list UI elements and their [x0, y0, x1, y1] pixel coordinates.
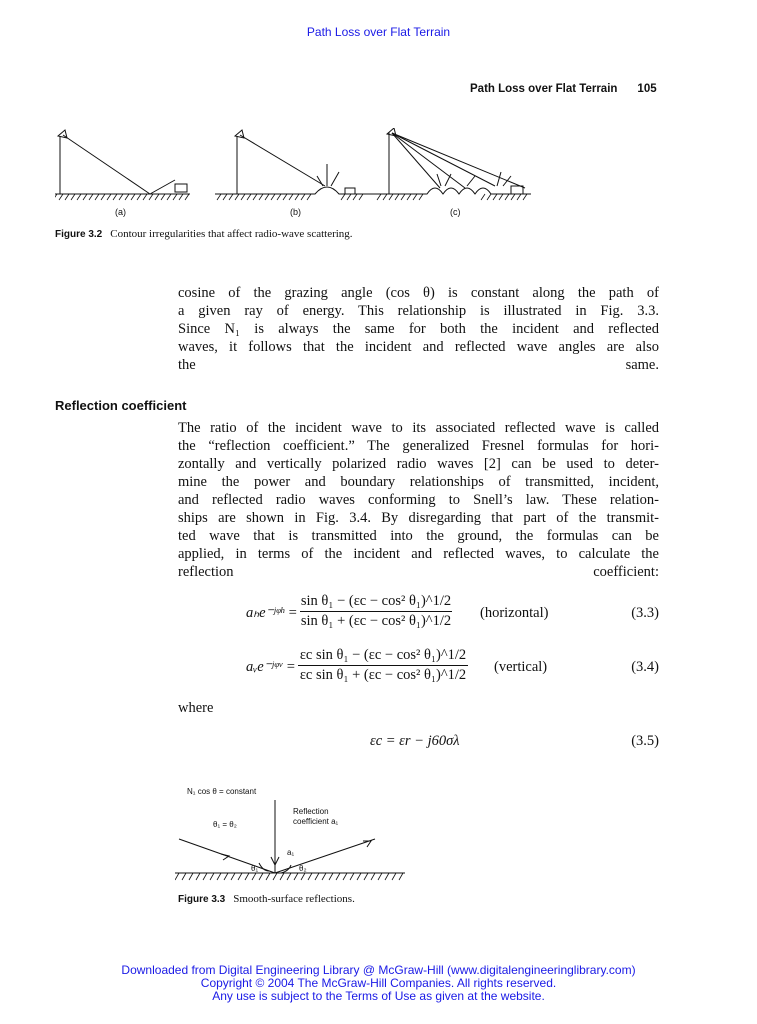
footer-link[interactable]: Downloaded from Digital Engineering Library @ McGraw-Hill (www.digitalengineeringlibrary.com) [121, 963, 636, 977]
paragraph-2-line: mine the power and boundary relationships of transmitted, incident, [178, 474, 659, 490]
rough-surface-c [377, 188, 531, 194]
paragraph-2 [178, 419, 659, 581]
equation-3-3 [0, 593, 757, 635]
eq33-label: (horizontal) [480, 605, 549, 621]
eq33-fraction-bar [300, 611, 452, 612]
figure-3-3-caption [178, 893, 355, 905]
eq34-number: (3.4) [631, 659, 659, 675]
eq34-label: (vertical) [494, 659, 548, 675]
eq34-fraction-bar [298, 665, 468, 666]
paragraph-1-line: cosine of the grazing angle (cos θ) is constant along the path of [178, 285, 659, 301]
panel-label-c: (c) [450, 207, 461, 217]
footer-copyright: Copyright © 2004 The McGraw-Hill Companies. All rights reserved. [200, 976, 557, 990]
page-number: 105 [637, 83, 657, 95]
paragraph-2-line: the “reflection coefficient.” The generalized Fresnel formulas for hori- [178, 438, 659, 454]
section-heading: Reflection coefficient [55, 398, 187, 413]
figure-3-2-caption [55, 228, 353, 240]
fig33-a1: a₁ [287, 848, 295, 857]
paragraph-1-line: waves, it follows that the incident and reflected wave angles are also [178, 339, 659, 355]
figure-3-3-caption-text: Smooth-surface reflections. [233, 893, 355, 905]
eq33-lhs: aₕe⁻ʲᵠʰ = [246, 605, 298, 621]
ground-hatch-b [217, 194, 363, 200]
running-head [470, 83, 657, 95]
bump-b [215, 187, 389, 194]
paragraph-1-line: Since N₁ is always the same for both the incident and reflected [178, 321, 659, 337]
incident-ray-a [63, 135, 150, 194]
eq34-lhs: aᵥe⁻ʲᵠᵛ = [246, 659, 296, 675]
vehicle-c [511, 186, 523, 194]
ground-hatch-c [377, 194, 527, 200]
reflected-ray-a [150, 180, 175, 194]
running-head-title: Path Loss over Flat Terrain [470, 83, 618, 95]
eq34-fraction [298, 647, 468, 684]
figure-3-2-diagram [55, 128, 545, 220]
paragraph-1 [178, 284, 659, 374]
eq35-number: (3.5) [631, 733, 659, 749]
paragraph-2-line: reflection coefficient: [178, 564, 659, 580]
panel-label-a: (a) [115, 207, 126, 217]
eq33-numerator: sin θ₁ − (εc − cos² θ₁)^1/2 [300, 593, 452, 609]
paragraph-2-line: The ratio of the incident wave to its associated reflected wave is called [178, 420, 659, 436]
fig33-coefficient-text: coefficient a₁ [293, 817, 339, 826]
paragraph-2-line: applied, in terms of the incident and reflected waves, to calculate the [178, 546, 659, 562]
top-link[interactable]: Path Loss over Flat Terrain [306, 25, 451, 39]
eq34-numerator: εc sin θ₁ − (εc − cos² θ₁)^1/2 [299, 647, 467, 663]
panel-label-b: (b) [290, 207, 301, 217]
paragraph-1-line: a given ray of energy. This relationship is illustrated in Fig. 3.3. [178, 303, 659, 319]
theta1-arc [259, 863, 269, 871]
eq33-denominator: sin θ₁ + (εc − cos² θ₁)^1/2 [300, 613, 452, 629]
eq35-text: εc = εr − j60σλ [370, 733, 460, 749]
paragraph-1-line: the same. [178, 357, 659, 373]
paragraph-2-line: and reflected radio waves conforming to Snell’s law. These relation- [178, 492, 659, 508]
equation-3-5 [0, 733, 757, 753]
where-text: where [178, 700, 214, 716]
figure-3-2-caption-text: Contour irregularities that affect radio-wave scattering. [110, 228, 353, 240]
incident-arrow [221, 854, 229, 860]
fig33-theta1: θ₁ [251, 864, 259, 873]
paragraph-2-line: ted wave that is transmitted into the ground, the formulas can be [178, 528, 659, 544]
figure-3-3-label: Figure 3.3 [178, 894, 226, 905]
ground-hatch [175, 873, 403, 880]
footer [0, 964, 757, 1003]
fig33-reflection-text: Reflection [293, 807, 329, 816]
footer-terms[interactable]: Any use is subject to the Terms of Use as given at the website. [212, 989, 545, 1003]
eq34-denominator: εc sin θ₁ + (εc − cos² θ₁)^1/2 [299, 667, 467, 683]
vehicle-b [345, 188, 355, 194]
fig33-constant-text: N₁ cos θ = constant [187, 787, 257, 796]
incident-ray-b [240, 135, 325, 186]
ground-hatch-a [55, 194, 189, 200]
paragraph-2-line: ships are shown in Fig. 3.4. By disregarding that part of the transmit- [178, 510, 659, 526]
equation-3-4 [0, 647, 757, 689]
fig33-theta2: θ₂ [299, 864, 307, 873]
figure-3-3-diagram [175, 785, 405, 890]
eq33-fraction [300, 593, 452, 630]
eq33-number: (3.3) [631, 605, 659, 621]
paragraph-2-line: zontally and vertically polarized radio waves [2] can be used to deter- [178, 456, 659, 472]
fig33-angle-equality: θ₁ = θ₂ [213, 820, 237, 829]
vehicle-a [175, 184, 187, 192]
figure-3-2-label: Figure 3.2 [55, 229, 103, 240]
